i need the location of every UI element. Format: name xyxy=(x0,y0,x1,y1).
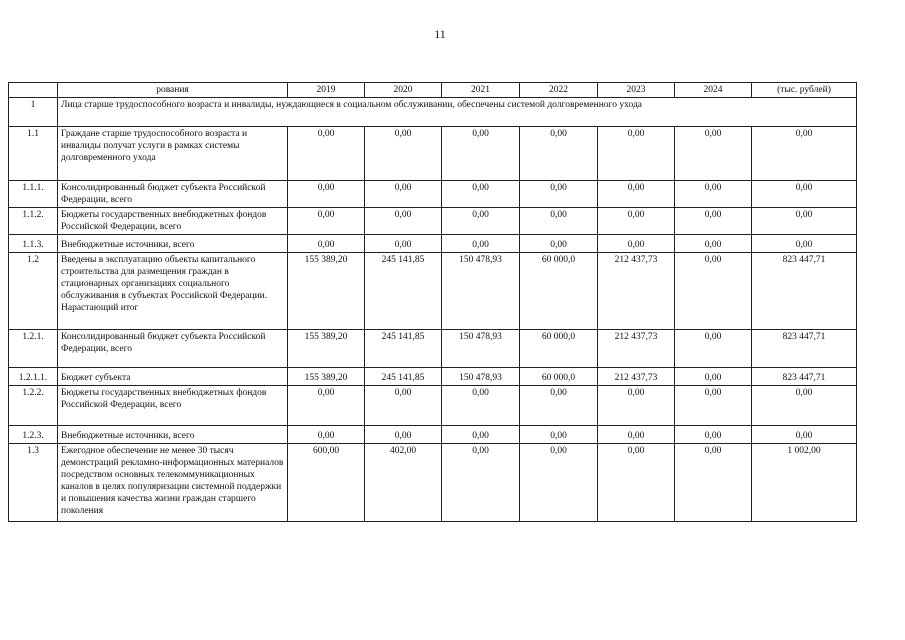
table-row xyxy=(9,386,857,426)
total-cell: 0,00 xyxy=(752,235,857,253)
table-row xyxy=(9,181,857,208)
value-cell: 155 389,20 xyxy=(288,368,365,386)
value-cell: 155 389,20 xyxy=(288,330,365,368)
value-cell: 0,00 xyxy=(520,426,598,444)
total-cell: 0,00 xyxy=(752,386,857,426)
row-number: 1 xyxy=(9,98,58,127)
value-cell: 0,00 xyxy=(675,181,752,208)
row-number: 1.2 xyxy=(9,253,58,330)
row-number: 1.2.3. xyxy=(9,426,58,444)
value-cell: 150 478,93 xyxy=(442,330,520,368)
value-cell: 0,00 xyxy=(288,181,365,208)
header-name-cell: рования xyxy=(58,83,288,98)
value-cell: 600,00 xyxy=(288,444,365,522)
total-cell: 0,00 xyxy=(752,181,857,208)
header-year-cell: 2023 xyxy=(598,83,675,98)
row-number: 1.1 xyxy=(9,127,58,181)
row-name: Внебюджетные источники, всего xyxy=(58,426,288,444)
total-cell: 0,00 xyxy=(752,208,857,235)
header-num-cell xyxy=(9,83,58,98)
table-row xyxy=(9,368,857,386)
row-name: Внебюджетные источники, всего xyxy=(58,235,288,253)
value-cell: 150 478,93 xyxy=(442,368,520,386)
value-cell: 245 141,85 xyxy=(365,368,442,386)
value-cell: 0,00 xyxy=(442,181,520,208)
total-cell: 0,00 xyxy=(752,127,857,181)
value-cell: 0,00 xyxy=(365,181,442,208)
total-cell: 823 447,71 xyxy=(752,330,857,368)
value-cell: 0,00 xyxy=(365,386,442,426)
value-cell: 0,00 xyxy=(288,208,365,235)
table-row xyxy=(9,127,857,181)
value-cell: 0,00 xyxy=(675,330,752,368)
value-cell: 0,00 xyxy=(442,127,520,181)
row-name: Консолидированный бюджет субъекта Российской Федерации, всего xyxy=(58,181,288,208)
value-cell: 0,00 xyxy=(365,235,442,253)
section-title: Лица старше трудоспособного возраста и инвалиды, нуждающиеся в социальном обслуживании, обеспечены системой долговременного ухода xyxy=(58,98,857,127)
value-cell: 0,00 xyxy=(675,127,752,181)
table-row xyxy=(9,235,857,253)
value-cell: 0,00 xyxy=(598,444,675,522)
row-number: 1.1.3. xyxy=(9,235,58,253)
row-name: Введены в эксплуатацию объекты капитального строительства для размещения граждан в стационарных организациях социального обслуживания в субъектах Российской Федерации. Нарастающий итог xyxy=(58,253,288,330)
row-number: 1.2.1. xyxy=(9,330,58,368)
value-cell: 0,00 xyxy=(520,444,598,522)
row-name: Бюджеты государственных внебюджетных фондов Российской Федерации, всего xyxy=(58,208,288,235)
total-cell: 1 002,00 xyxy=(752,444,857,522)
row-name: Консолидированный бюджет субъекта Российской Федерации, всего xyxy=(58,330,288,368)
row-number: 1.1.1. xyxy=(9,181,58,208)
row-name: Граждане старше трудоспособного возраста и инвалиды получат услуги в рамках системы долговременного ухода xyxy=(58,127,288,181)
section-row xyxy=(9,98,857,127)
value-cell: 0,00 xyxy=(520,386,598,426)
value-cell: 0,00 xyxy=(598,181,675,208)
value-cell: 212 437,73 xyxy=(598,330,675,368)
value-cell: 0,00 xyxy=(598,426,675,444)
value-cell: 402,00 xyxy=(365,444,442,522)
value-cell: 0,00 xyxy=(288,235,365,253)
value-cell: 0,00 xyxy=(442,386,520,426)
value-cell: 155 389,20 xyxy=(288,253,365,330)
value-cell: 60 000,0 xyxy=(520,253,598,330)
value-cell: 0,00 xyxy=(598,386,675,426)
value-cell: 212 437,73 xyxy=(598,253,675,330)
value-cell: 150 478,93 xyxy=(442,253,520,330)
header-year-cell: 2024 xyxy=(675,83,752,98)
value-cell: 0,00 xyxy=(520,181,598,208)
value-cell: 0,00 xyxy=(288,127,365,181)
value-cell: 0,00 xyxy=(598,127,675,181)
value-cell: 0,00 xyxy=(520,235,598,253)
value-cell: 0,00 xyxy=(365,426,442,444)
value-cell: 0,00 xyxy=(675,386,752,426)
table-row xyxy=(9,426,857,444)
value-cell: 0,00 xyxy=(675,444,752,522)
value-cell: 0,00 xyxy=(288,426,365,444)
value-cell: 60 000,0 xyxy=(520,330,598,368)
total-cell: 0,00 xyxy=(752,426,857,444)
value-cell: 0,00 xyxy=(598,235,675,253)
header-year-cell: 2021 xyxy=(442,83,520,98)
page-number: 11 xyxy=(434,27,446,41)
value-cell: 0,00 xyxy=(520,127,598,181)
header-total-cell: (тыс. рублей) xyxy=(752,83,857,98)
row-number: 1.3 xyxy=(9,444,58,522)
table-row xyxy=(9,208,857,235)
value-cell: 0,00 xyxy=(675,253,752,330)
table-row xyxy=(9,330,857,368)
row-name: Бюджеты государственных внебюджетных фондов Российской Федерации, всего xyxy=(58,386,288,426)
row-number: 1.2.1.1. xyxy=(9,368,58,386)
value-cell: 0,00 xyxy=(365,127,442,181)
value-cell: 0,00 xyxy=(675,235,752,253)
table-row xyxy=(9,444,857,522)
value-cell: 212 437,73 xyxy=(598,368,675,386)
row-name: Бюджет субъекта xyxy=(58,368,288,386)
value-cell: 0,00 xyxy=(442,208,520,235)
header-year-cell: 2019 xyxy=(288,83,365,98)
value-cell: 0,00 xyxy=(598,208,675,235)
row-number: 1.1.2. xyxy=(9,208,58,235)
header-year-cell: 2022 xyxy=(520,83,598,98)
total-cell: 823 447,71 xyxy=(752,368,857,386)
budget-table xyxy=(8,82,857,522)
value-cell: 0,00 xyxy=(675,368,752,386)
total-cell: 823 447,71 xyxy=(752,253,857,330)
value-cell: 0,00 xyxy=(442,426,520,444)
value-cell: 0,00 xyxy=(288,386,365,426)
value-cell: 60 000,0 xyxy=(520,368,598,386)
row-name: Ежегодное обеспечение не менее 30 тысяч демонстраций рекламно-информационных материалов посредством основных телекоммуникационных каналов в целях популяризации системной поддержки и повышения качества жизни граждан старшего поколения xyxy=(58,444,288,522)
value-cell: 0,00 xyxy=(442,444,520,522)
value-cell: 245 141,85 xyxy=(365,253,442,330)
table-header-row xyxy=(9,83,857,98)
value-cell: 0,00 xyxy=(365,208,442,235)
row-number: 1.2.2. xyxy=(9,386,58,426)
value-cell: 0,00 xyxy=(675,208,752,235)
value-cell: 0,00 xyxy=(442,235,520,253)
table-row xyxy=(9,253,857,330)
value-cell: 245 141,85 xyxy=(365,330,442,368)
value-cell: 0,00 xyxy=(675,426,752,444)
header-year-cell: 2020 xyxy=(365,83,442,98)
value-cell: 0,00 xyxy=(520,208,598,235)
